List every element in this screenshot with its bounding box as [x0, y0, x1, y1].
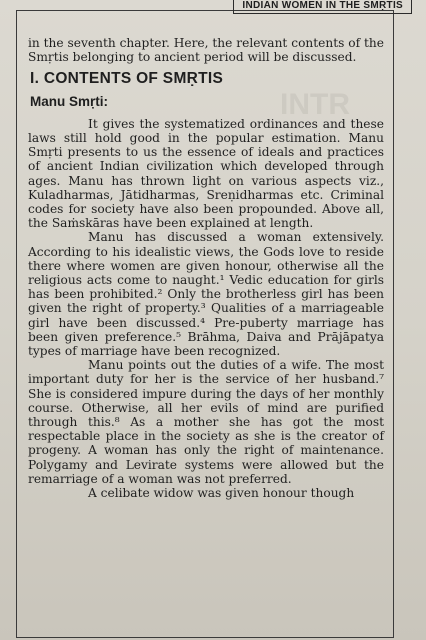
paragraph-4: A celibate widow was given honour though — [88, 486, 355, 501]
subheading-manu-smrti: Manu Smṛti: — [30, 93, 109, 109]
running-header: INDIAN WOMEN IN THE SMṚTIS — [233, 0, 412, 14]
paragraph-2: Manu has discussed a woman extensively. According to his idealistic views, the Gods love to reside there where women are given honour, otherwise all the religious acts come to naught.¹ Vedic education for girls has been prohibited.² Only the brotherless girl has been given the right of property.³ Qualities of a marriageable girl have been discussed.⁴ Pre-puberty marriage has been given preference.⁵ Brāhma, Daiva and Prājāpatya types of marriage have been recognized. — [28, 230, 384, 359]
intro-paragraph: in the seventh chapter. Here, the relevant contents of the Smṛtis belonging to ancient period will be discussed. — [28, 36, 384, 65]
paragraph-3: Manu points out the duties of a wife. The most important duty for her is the service of her husband.⁷ She is considered impure during the days of her monthly course. Otherwise, all her evils of mind are purified through this.⁸ As a mother she has got the most respectable place in the society as she is the creator of progeny. A woman has only the right of maintenance. Polygamy and Levirate systems were allowed but the remarriage of a woman was not preferred. — [28, 358, 384, 486]
faded-background-lettering: INTR — [280, 88, 350, 121]
section-heading: I. CONTENTS OF SMṚTIS — [30, 70, 224, 88]
page-text-body — [28, 36, 384, 500]
paragraph-1: It gives the systematized ordinances and these laws still hold good in the popular estimation. Manu Smṛti presents to us the essence of ideals and practices of ancient Indian civilization which developed through ages. Manu has thrown light on various aspects viz., Kuladharmas, Jātidharmas, Sreṇidharmas etc. Criminal codes for society have also been propounded. Above all, the Saṁskāras have been explained at length. — [28, 116, 384, 231]
